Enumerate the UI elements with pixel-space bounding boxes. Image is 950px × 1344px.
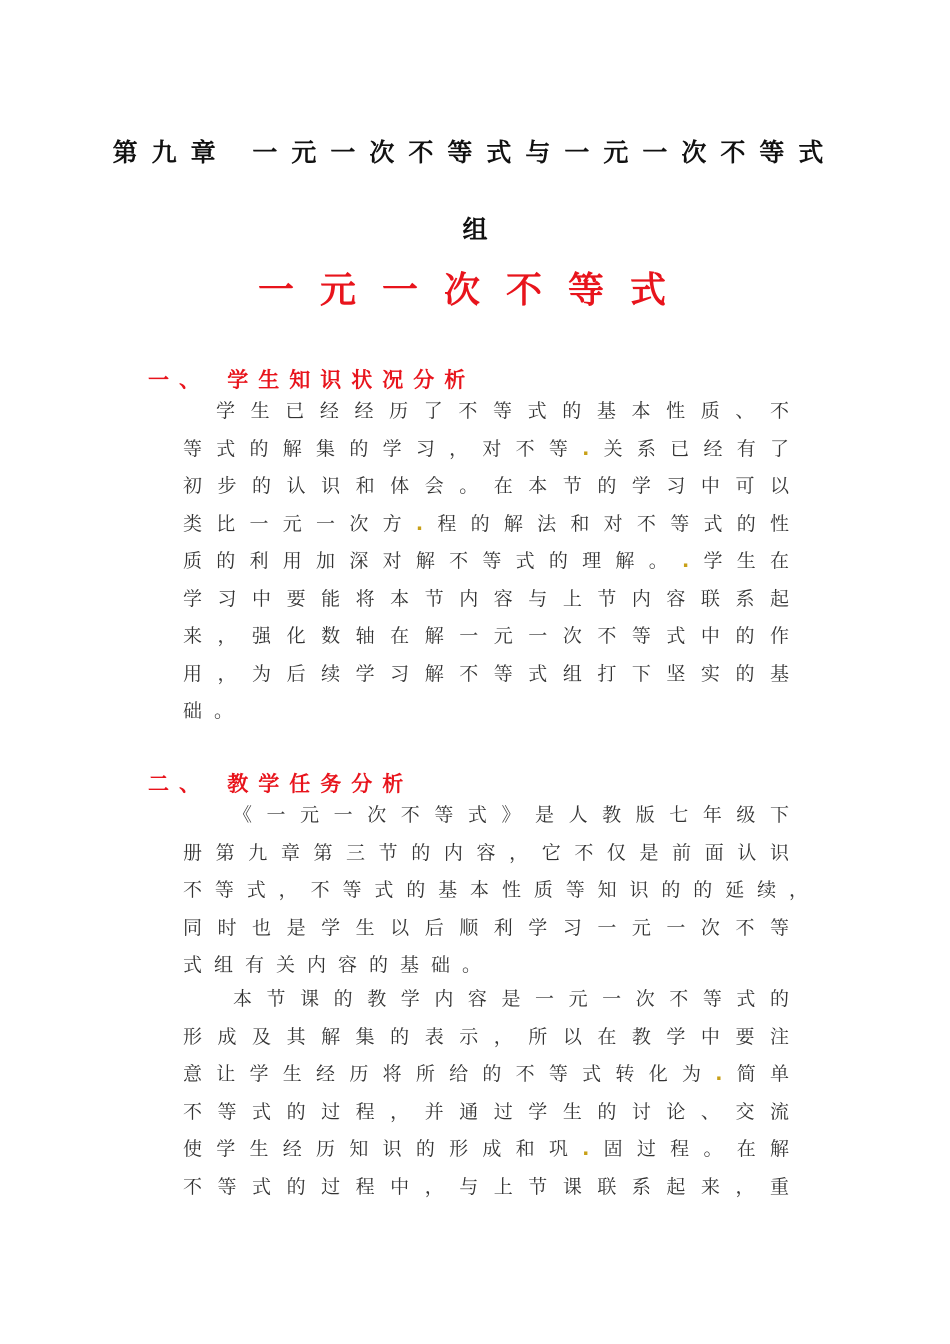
section2-paragraph-2 (183, 981, 789, 1206)
section2-paragraph-1 (183, 797, 808, 985)
paragraph-line: 初步的认识和体会。在本节的学习中可以 (183, 475, 789, 497)
paragraph-line: 学生已经经历了不等式的基本性质、不 (216, 400, 789, 422)
chapter-title-line1: 第九章 一元一次不等式与一元一次不等式 (112, 138, 838, 167)
paragraph-line: 类比一元一次方.程的解法和对不等式的性 (183, 512, 789, 535)
paragraph-line: 学习中要能将本节内容与上节内容联系起 (183, 587, 789, 610)
section1-paragraph (183, 393, 789, 731)
paragraph-line: 使学生经历知识的形成和巩.固过程。在解 (183, 1138, 789, 1160)
paragraph-line: 质的利用加深对解不等式的理解。.学生在 (183, 550, 789, 572)
paragraph-line: 不等式，不等式的基本性质等知识的的延续， (183, 879, 808, 901)
paragraph-line: 形成及其解集的表示，所以在教学中要注 (183, 1025, 789, 1048)
paragraph-line: 意让学生经历将所给的不等式转化为.简单 (183, 1063, 789, 1085)
paragraph-line: 册第九章第三节的内容，它不仅是前面认识 (183, 841, 789, 864)
stray-dot: . (715, 1063, 723, 1085)
section-heading-2: 二、 教学任务分析 (148, 772, 414, 796)
chapter-title-line2: 组 (462, 215, 488, 244)
paragraph-line: 本节课的教学内容是一元一次不等式的 (233, 988, 789, 1010)
paragraph-line: 础。 (183, 700, 246, 722)
stray-dot: . (415, 512, 424, 535)
paragraph-line: 不等式的过程，并通过学生的讨论、交流 (183, 1100, 789, 1123)
paragraph-line: 等式的解集的学习，对不等.关系已经有了 (183, 437, 789, 460)
paragraph-line: 来，强化数轴在解一元一次不等式中的作 (183, 625, 789, 647)
stray-dot: . (681, 550, 690, 572)
paragraph-line: 式组有关内容的基础。 (183, 954, 494, 976)
paragraph-line: 《一元一次不等式》是人教版七年级下 (233, 804, 789, 826)
stray-dot: . (582, 1138, 590, 1160)
stray-dot: . (582, 437, 590, 460)
section-heading-1: 一、 学生知识状况分析 (148, 368, 476, 392)
paragraph-line: 用，为后续学习解不等式组打下坚实的基 (183, 662, 789, 685)
paragraph-line: 同时也是学生以后顺利学习一元一次不等 (183, 916, 789, 939)
lesson-title: 一元一次不等式 (257, 270, 692, 311)
paragraph-line: 不等式的过程中，与上节课联系起来，重 (183, 1175, 789, 1198)
